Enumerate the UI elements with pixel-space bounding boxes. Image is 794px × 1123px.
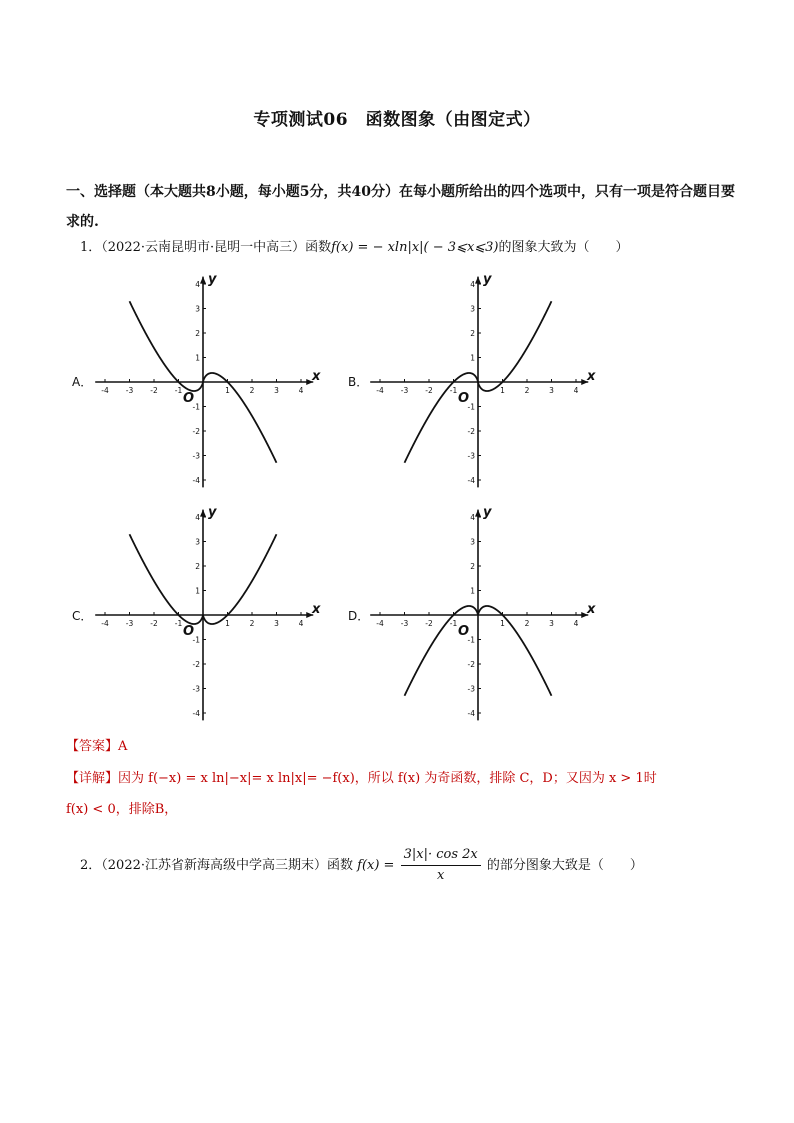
x-tick-label: -3: [400, 619, 409, 628]
x-axis-label: x: [587, 369, 596, 384]
x-tick-label: -3: [400, 386, 409, 395]
y-tick-label: 1: [470, 353, 475, 363]
y-tick-label: 1: [195, 353, 200, 363]
y-axis-arrow: [200, 510, 206, 517]
x-tick-label: -2: [425, 619, 433, 628]
y-tick-label: 3: [195, 537, 200, 547]
x-tick-label: 3: [549, 619, 554, 628]
answer-tag: 【答案】: [66, 739, 119, 754]
x-tick-label: -3: [125, 386, 134, 395]
x-tick-label: -2: [150, 619, 158, 628]
origin-label: O: [183, 624, 195, 639]
x-tick-label: -1: [449, 619, 458, 628]
x-tick-label: -1: [449, 386, 458, 395]
x-tick-label: 1: [225, 619, 230, 628]
y-axis-arrow: [475, 277, 481, 284]
detail-text-2: f(x) < 0，排除B，: [66, 802, 178, 817]
option-d-graph[interactable]: [370, 504, 600, 723]
y-axis-label: y: [208, 504, 217, 520]
origin-label: O: [458, 391, 470, 406]
y-axis-arrow: [475, 510, 481, 517]
y-tick-label: -4: [192, 709, 200, 718]
x-tick-label: 4: [298, 386, 304, 395]
y-axis-label: y: [208, 271, 217, 287]
x-tick-label: 2: [249, 619, 255, 628]
option-a-label[interactable]: A．: [72, 375, 93, 389]
detail-line-2: [66, 800, 177, 820]
x-tick-label: -3: [125, 619, 134, 628]
x-tick-label: 2: [524, 619, 530, 628]
y-tick-label: -3: [192, 451, 200, 461]
y-axis-label: y: [483, 271, 492, 287]
y-tick-label: 3: [470, 304, 475, 314]
question-2-fx: f(x) =: [357, 858, 395, 873]
x-tick-label: -4: [376, 386, 384, 395]
y-tick-label: 4: [195, 513, 200, 522]
y-tick-label: -2: [192, 660, 200, 669]
x-tick-label: -1: [174, 386, 183, 395]
x-tick-label: 1: [225, 386, 230, 395]
option-b-graph[interactable]: [370, 271, 600, 490]
x-axis-label: x: [312, 602, 321, 617]
x-tick-label: -4: [101, 619, 109, 628]
y-tick-label: -4: [467, 476, 475, 485]
x-tick-label: 3: [549, 386, 554, 395]
x-tick-label: -2: [425, 386, 433, 395]
x-tick-label: -4: [101, 386, 109, 395]
y-tick-label: 3: [195, 304, 200, 314]
x-tick-label: 3: [274, 619, 279, 628]
origin-label: O: [458, 624, 470, 639]
y-tick-label: -2: [467, 427, 475, 436]
x-tick-label: -2: [150, 386, 158, 395]
page-title: 专项测试06 函数图象（由图定式）: [253, 110, 541, 130]
y-tick-label: -3: [192, 684, 200, 694]
y-axis-arrow: [200, 277, 206, 284]
answer-line: [66, 737, 127, 757]
y-tick-label: -3: [467, 684, 475, 694]
x-tick-label: -1: [174, 619, 183, 628]
y-tick-label: -4: [192, 476, 200, 485]
detail-text-1: 因为 f(−x) = x ln|−x|= x ln|x|= −f(x)，所以 f(x) 为奇函数，排除 C，D；又因为 x > 1时: [118, 771, 657, 786]
x-tick-label: 4: [298, 619, 304, 628]
question-2-fraction: [401, 845, 481, 886]
x-tick-label: 2: [524, 386, 530, 395]
y-tick-label: 2: [470, 562, 475, 571]
option-b-label[interactable]: B．: [348, 375, 369, 389]
option-c-graph[interactable]: [95, 504, 325, 723]
y-tick-label: 2: [195, 329, 200, 338]
y-tick-label: 1: [195, 586, 200, 596]
y-tick-label: -1: [192, 402, 200, 412]
y-tick-label: -1: [467, 402, 475, 412]
section-heading: 一、选择题（本大题共8小题，每小题5分，共40分）在每小题所给出的四个选项中，只有一项是符合题目要求的.: [66, 184, 735, 230]
x-tick-label: 4: [573, 619, 579, 628]
x-tick-label: -4: [376, 619, 384, 628]
question-1: [80, 238, 629, 258]
y-tick-label: 4: [470, 513, 475, 522]
y-tick-label: -4: [467, 709, 475, 718]
question-1-suffix: 的图象大致为（ ）: [498, 240, 629, 255]
x-tick-label: 2: [249, 386, 255, 395]
x-tick-label: 4: [573, 386, 579, 395]
y-tick-label: -2: [467, 660, 475, 669]
y-tick-label: 2: [470, 329, 475, 338]
option-c-label[interactable]: C．: [72, 609, 93, 623]
option-d-label[interactable]: D．: [348, 609, 370, 623]
y-tick-label: -1: [467, 635, 475, 645]
question-2-suffix: 的部分图象大致是（ ）: [486, 858, 643, 873]
x-tick-label: 1: [500, 386, 505, 395]
question-2: [80, 845, 643, 886]
x-axis-label: x: [312, 369, 321, 384]
y-tick-label: -3: [467, 451, 475, 461]
x-axis-label: x: [587, 602, 596, 617]
option-a-graph[interactable]: [95, 271, 325, 490]
question-1-formula: f(x) = − xln|x|( − 3⩽x⩽3): [331, 240, 499, 255]
y-tick-label: -2: [192, 427, 200, 436]
x-tick-label: 3: [274, 386, 279, 395]
question-2-denominator: x: [436, 868, 445, 883]
y-tick-label: 4: [195, 280, 200, 289]
detail-line-1: [66, 769, 657, 789]
y-tick-label: -1: [192, 635, 200, 645]
question-1-prefix: 1．（2022·云南昆明市·昆明一中高三）函数: [80, 240, 332, 255]
question-2-prefix: 2．（2022·江苏省新海高级中学高三期末）函数: [80, 858, 353, 873]
detail-tag: 【详解】: [66, 771, 119, 786]
answer-value: A: [118, 739, 128, 754]
origin-label: O: [183, 391, 195, 406]
y-tick-label: 1: [470, 586, 475, 596]
x-tick-label: 1: [500, 619, 505, 628]
y-tick-label: 2: [195, 562, 200, 571]
y-axis-label: y: [483, 504, 492, 520]
question-2-numerator: 3|x|· cos 2x: [401, 845, 481, 866]
y-tick-label: 4: [470, 280, 475, 289]
y-tick-label: 3: [470, 537, 475, 547]
